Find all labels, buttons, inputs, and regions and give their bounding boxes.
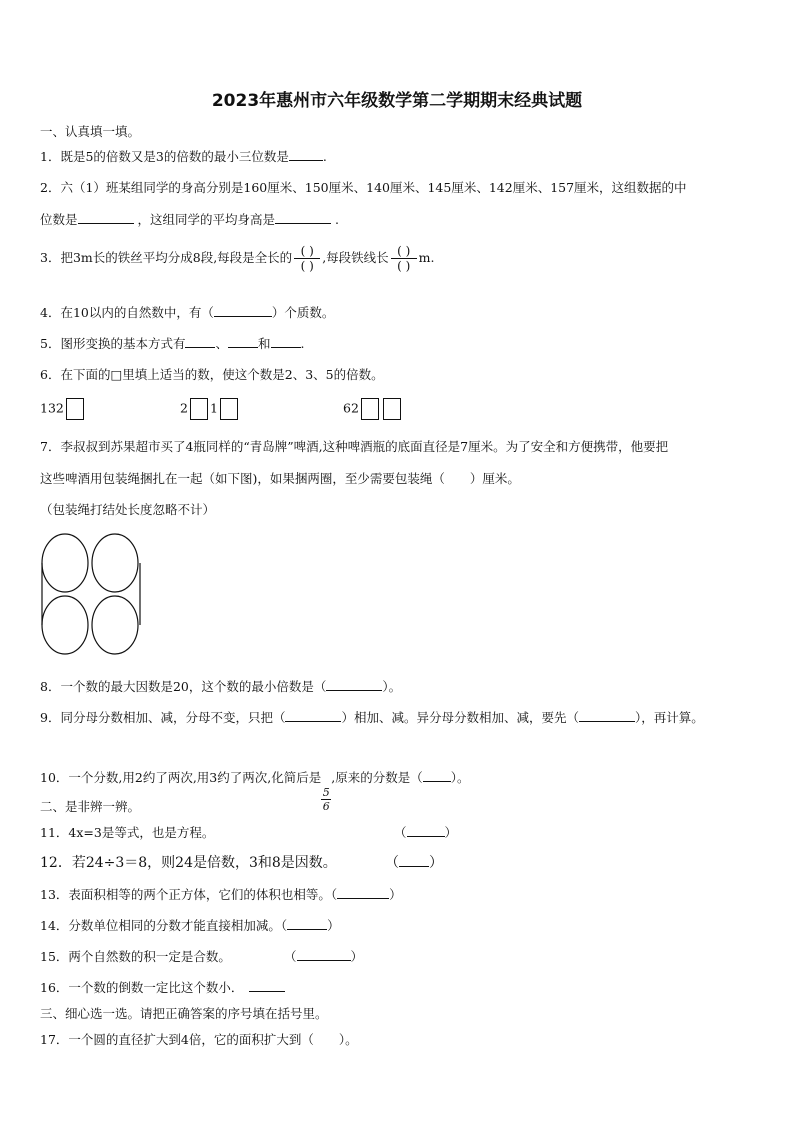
digit-box[interactable] xyxy=(361,398,379,420)
question-11: 11．4x=3是等式，也是方程。 xyxy=(40,825,215,840)
four-bottles-figure xyxy=(38,530,144,658)
question-7-note: （包装绳打结处长度忽略不计） xyxy=(40,502,216,517)
bottle-circle xyxy=(92,596,138,654)
section-heading-fill: 一、认真填一填。 xyxy=(40,124,141,139)
question-15: 15．两个自然数的积一定是合数。 xyxy=(40,949,231,964)
question-1: 1．既是5的倍数又是3的倍数的最小三位数是 . xyxy=(40,149,327,164)
fraction-blank[interactable]: $\frac{( )}{( )}$ xyxy=(391,244,417,273)
question-2-line2: 位数是 ，这组同学的平均身高是 . xyxy=(40,212,339,227)
question-14: 14．分数单位相同的分数才能直接相加减。（ ） xyxy=(40,918,340,933)
answer-blank[interactable] xyxy=(326,678,382,691)
answer-paren[interactable]: （ ） xyxy=(385,855,443,871)
page-title: 2023年惠州市六年级数学第二学期期末经典试题 xyxy=(211,91,583,111)
section-heading-choose: 三、细心选一选。请把正确答案的序号填在括号里。 xyxy=(40,1006,328,1021)
fraction-blank[interactable]: $\frac{( )}{( )}$ xyxy=(294,244,320,273)
answer-blank[interactable] xyxy=(579,709,635,722)
question-10: 10．一个分数,用2约了两次,用3约了两次,化简后是 $\frac{5}{6}$ ,原来的分数是（ ）。 xyxy=(40,770,470,813)
bottle-circle xyxy=(92,534,138,592)
q6-number-3: 62 xyxy=(343,398,403,420)
bottle-circle xyxy=(42,596,88,654)
question-3: 3．把3m长的铁丝平均分成8段,每段是全长的 $\frac{( )}{( )}$ ,每段铁线长 $\frac{( )}{( )}$ m. xyxy=(40,244,435,273)
digit-box[interactable] xyxy=(190,398,208,420)
answer-blank[interactable] xyxy=(285,709,341,722)
question-8: 8．一个数的最大因数是20，这个数的最小倍数是（ ）。 xyxy=(40,679,402,694)
question-12: 12．若24÷3＝8，则24是倍数，3和8是因数。 xyxy=(40,855,337,871)
q6-number-1: 132 xyxy=(40,398,86,420)
answer-blank[interactable] xyxy=(275,211,331,224)
answer-blank[interactable] xyxy=(228,335,258,348)
answer-blank[interactable] xyxy=(214,304,272,317)
question-9: 9．同分母分数相加、减，分母不变，只把（ ）相加、减。异分母分数相加、减，要先（ ），再计算。 xyxy=(40,710,704,725)
answer-paren[interactable]: （ ） xyxy=(284,949,364,964)
bottle-circle xyxy=(42,534,88,592)
answer-blank[interactable] xyxy=(287,917,327,930)
answer-blank[interactable] xyxy=(423,769,451,782)
answer-blank[interactable] xyxy=(337,886,389,899)
answer-blank[interactable] xyxy=(78,211,134,224)
q6-number-2: 2 1 xyxy=(180,398,240,420)
question-2-line1: 2．六（1）班某组同学的身高分别是160厘米、150厘米、140厘米、145厘米、142厘米、157厘米，这组数据的中 xyxy=(40,180,687,195)
answer-blank[interactable] xyxy=(185,335,215,348)
digit-box[interactable] xyxy=(383,398,401,420)
question-6: 6．在下面的□里填上适当的数，使这个数是2、3、5的倍数。 xyxy=(40,367,384,382)
answer-paren[interactable]: （ ） xyxy=(394,825,458,840)
answer-blank[interactable] xyxy=(271,335,301,348)
answer-blank[interactable] xyxy=(249,979,285,992)
section-heading-judge: 二、是非辨一辨。 xyxy=(40,799,141,814)
question-4: 4．在10以内的自然数中，有（ ）个质数。 xyxy=(40,305,335,320)
question-16: 16．一个数的倒数一定比这个数小． xyxy=(40,978,285,996)
answer-blank[interactable] xyxy=(289,148,323,161)
question-7-line2: 这些啤酒用包装绳捆扎在一起（如下图)，如果捆两圈，至少需要包装绳（ ）厘米。 xyxy=(40,471,520,486)
question-17: 17．一个圆的直径扩大到4倍，它的面积扩大到（ ）。 xyxy=(40,1032,358,1047)
question-13: 13．表面积相等的两个正方体，它们的体积也相等。（ ） xyxy=(40,887,402,902)
fraction-five-sixths: $\frac{5}{6}$ xyxy=(322,786,330,813)
question-7-line1: 7．李叔叔到苏果超市买了4瓶同样的“青岛牌”啤酒,这种啤酒瓶的底面直径是7厘米。为了安全和方便携带，他要把 xyxy=(40,439,669,454)
digit-box[interactable] xyxy=(66,398,84,420)
question-5: 5．图形变换的基本方式有 、 和 . xyxy=(40,336,305,351)
digit-box[interactable] xyxy=(220,398,238,420)
